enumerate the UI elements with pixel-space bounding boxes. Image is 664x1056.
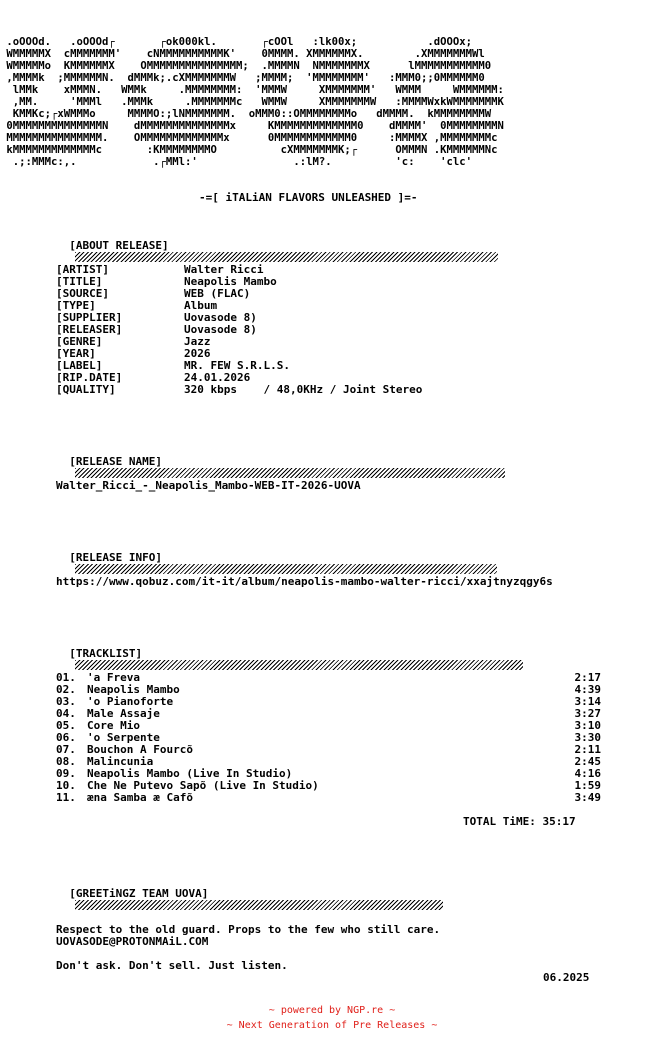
track-title: Malincunia xyxy=(87,755,154,768)
section-title-greetings: [GREETiNGZ TEAM UOVA] xyxy=(69,887,209,900)
greetings-line: Respect to the old guard. Props to the few who still care. xyxy=(56,923,441,936)
about-field-row xyxy=(56,288,616,300)
logo-line: ,MMMMk ;MMMMMMN. dMMMk;.cXMMMMMMMW ;MMMM; 'MMMMMMMM' :MMM0;;0MMMMMM0 xyxy=(0,72,485,84)
ascii-logo xyxy=(0,36,664,168)
track-duration: 2:17 xyxy=(574,671,601,684)
logo-line: KMMKc;┌xWMMMo MMMMO:;lNMMMMMMM. oMMM0::OMMMMMMMMo dMMMM. kMMMMMMMMW xyxy=(0,108,492,120)
about-field-value: Neapolis Mambo xyxy=(184,275,277,288)
track-title: æna Samba æ Cafõ xyxy=(87,791,193,804)
about-field-key: [TITLE] xyxy=(56,275,103,288)
track-title: Bouchon A Fourcõ xyxy=(87,743,193,756)
about-field-key: [YEAR] xyxy=(56,347,96,360)
track-duration: 2:11 xyxy=(574,743,601,756)
section-divider xyxy=(75,564,497,574)
about-field-key: [GENRE] xyxy=(56,335,103,348)
logo-line: .;:MMMc:,. .┌MMl:' .:lM?. 'c: 'clc' xyxy=(0,156,472,168)
section-title-about: [ABOUT RELEASE] xyxy=(69,239,169,252)
about-field-value: WEB (FLAC) xyxy=(184,287,251,300)
section-divider xyxy=(75,660,523,670)
track-duration: 4:39 xyxy=(574,683,601,696)
track-number: 10. xyxy=(56,779,76,792)
total-time: TOTAL TiME: 35:17 xyxy=(463,815,576,828)
tracklist xyxy=(56,672,601,804)
track-title: 'o Serpente xyxy=(87,731,160,744)
track-duration: 4:16 xyxy=(574,767,601,780)
logo-line: MMMMMMMMMMMMMMM. OMMMMMMMMMMMMMx 0MMMMMMMMMMMM0 :MMMMX ,MMMMMMMMc xyxy=(0,132,498,144)
track-number: 06. xyxy=(56,731,76,744)
track-title: 'o Pianoforte xyxy=(87,695,174,708)
track-title: Neapolis Mambo xyxy=(87,683,180,696)
track-row xyxy=(56,792,601,804)
track-number: 07. xyxy=(56,743,76,756)
about-field-value: MR. FEW S.R.L.S. xyxy=(184,359,290,372)
track-title: 'a Freva xyxy=(87,671,140,684)
section-divider xyxy=(75,468,505,478)
section-divider xyxy=(75,252,498,262)
contact-email[interactable]: UOVASODE@PROTONMAiL.COM xyxy=(56,935,209,948)
about-field-row xyxy=(56,384,616,396)
section-header-release-info xyxy=(56,540,601,576)
about-field-row xyxy=(56,276,616,288)
about-field-row xyxy=(56,300,616,312)
footer-tagline: ~ Next Generation of Pre Releases ~ xyxy=(226,1020,438,1031)
section-header-tracklist xyxy=(56,636,601,672)
logo-line: ,MM. 'MMMl .MMMk .MMMMMMMc WMMW XMMMMMMMW :MMMMWxkWMMMMMMMK xyxy=(0,96,504,108)
about-field-value: Walter Ricci xyxy=(184,263,264,276)
footer-powered-by: ~ powered by NGP.re ~ xyxy=(268,1005,396,1016)
about-field-key: [SOURCE] xyxy=(56,287,109,300)
about-field-value: 2026 xyxy=(184,347,211,360)
track-number: 03. xyxy=(56,695,76,708)
section-header-about xyxy=(56,228,601,264)
about-field-value: Album xyxy=(184,299,218,312)
track-number: 11. xyxy=(56,791,76,804)
about-field-key: [TYPE] xyxy=(56,299,96,312)
track-duration: 3:10 xyxy=(574,719,601,732)
about-field-key: [SUPPLIER] xyxy=(56,311,123,324)
logo-line: 0MMMMMMMMMMMMMMN dMMMMMMMMMMMMMMx KMMMMMMMMMMMMM0 dMMMM' 0MMMMMMMMN xyxy=(0,120,504,132)
track-duration: 3:49 xyxy=(574,791,601,804)
about-field-row xyxy=(56,324,616,336)
track-duration: 3:14 xyxy=(574,695,601,708)
section-title-tracklist: [TRACKLIST] xyxy=(69,647,143,660)
logo-line: WMMMMMX cMMMMMMM' cNMMMMMMMMMMK' 0MMMM. XMMMMMMX. .XMMMMMMMWl xyxy=(0,48,485,60)
release-info-link[interactable]: https://www.qobuz.com/it-it/album/neapolis-mambo-walter-ricci/xxajtnyzqgy6s xyxy=(56,576,553,588)
track-number: 04. xyxy=(56,707,76,720)
track-number: 01. xyxy=(56,671,76,684)
about-release-fields xyxy=(56,264,616,396)
nfo-date: 06.2025 xyxy=(543,971,590,984)
about-field-key: [ARTIST] xyxy=(56,263,109,276)
about-field-value: 24.01.2026 xyxy=(184,371,251,384)
about-field-value: 320 kbps / 48,0KHz / Joint Stereo xyxy=(184,383,423,396)
track-title: Che Ne Putevo Sapõ (Live In Studio) xyxy=(87,779,319,792)
section-title-release-info: [RELEASE INFO] xyxy=(69,551,162,564)
logo-line: .oOOOd. .oOOOd┌ ┌ok000kl. ┌cOOl :lk00x; .dOOOx; xyxy=(0,36,472,48)
about-field-row xyxy=(56,360,616,372)
track-duration: 1:59 xyxy=(574,779,601,792)
about-field-key: [LABEL] xyxy=(56,359,103,372)
track-duration: 2:45 xyxy=(574,755,601,768)
about-field-key: [RIP.DATE] xyxy=(56,371,123,384)
about-field-key: [QUALITY] xyxy=(56,383,116,396)
section-title-release-name: [RELEASE NAME] xyxy=(69,455,162,468)
release-name-value: Walter_Ricci_-_Neapolis_Mambo-WEB-IT-2026-UOVA xyxy=(56,479,361,492)
track-duration: 3:27 xyxy=(574,707,601,720)
logo-line: lMMk xMMMN. WMMk .MMMMMMMM: 'MMMW XMMMMMMM' WMMM WMMMMMM: xyxy=(0,84,504,96)
track-duration: 3:30 xyxy=(574,731,601,744)
track-number: 08. xyxy=(56,755,76,768)
about-field-row xyxy=(56,336,616,348)
track-number: 09. xyxy=(56,767,76,780)
track-title: Male Assaje xyxy=(87,707,160,720)
about-field-row xyxy=(56,264,616,276)
track-number: 02. xyxy=(56,683,76,696)
tagline: -=[ iTALiAN FLAVORS UNLEASHED ]=- xyxy=(199,191,418,204)
track-number: 05. xyxy=(56,719,76,732)
track-title: Core Mio xyxy=(87,719,140,732)
about-field-value: Uovasode 8) xyxy=(184,311,257,324)
logo-line: kMMMMMMMMMMMMMc :KMMMMMMMMO cXMMMMMMMK;┌ OMMMN .KMMMMMMNc xyxy=(0,144,498,156)
about-field-row xyxy=(56,348,616,360)
about-field-key: [RELEASER] xyxy=(56,323,123,336)
greetings-line: Don't ask. Don't sell. Just listen. xyxy=(56,959,288,972)
section-header-release-name xyxy=(56,444,601,480)
track-title: Neapolis Mambo (Live In Studio) xyxy=(87,767,293,780)
about-field-row xyxy=(56,312,616,324)
about-field-value: Uovasode 8) xyxy=(184,323,257,336)
logo-line: WMMMMMo KMMMMMMX OMMMMMMMMMMMMMMM; .MMMMN NMMMMMMMX lMMMMMMMMMMM0 xyxy=(0,60,492,72)
about-field-value: Jazz xyxy=(184,335,211,348)
